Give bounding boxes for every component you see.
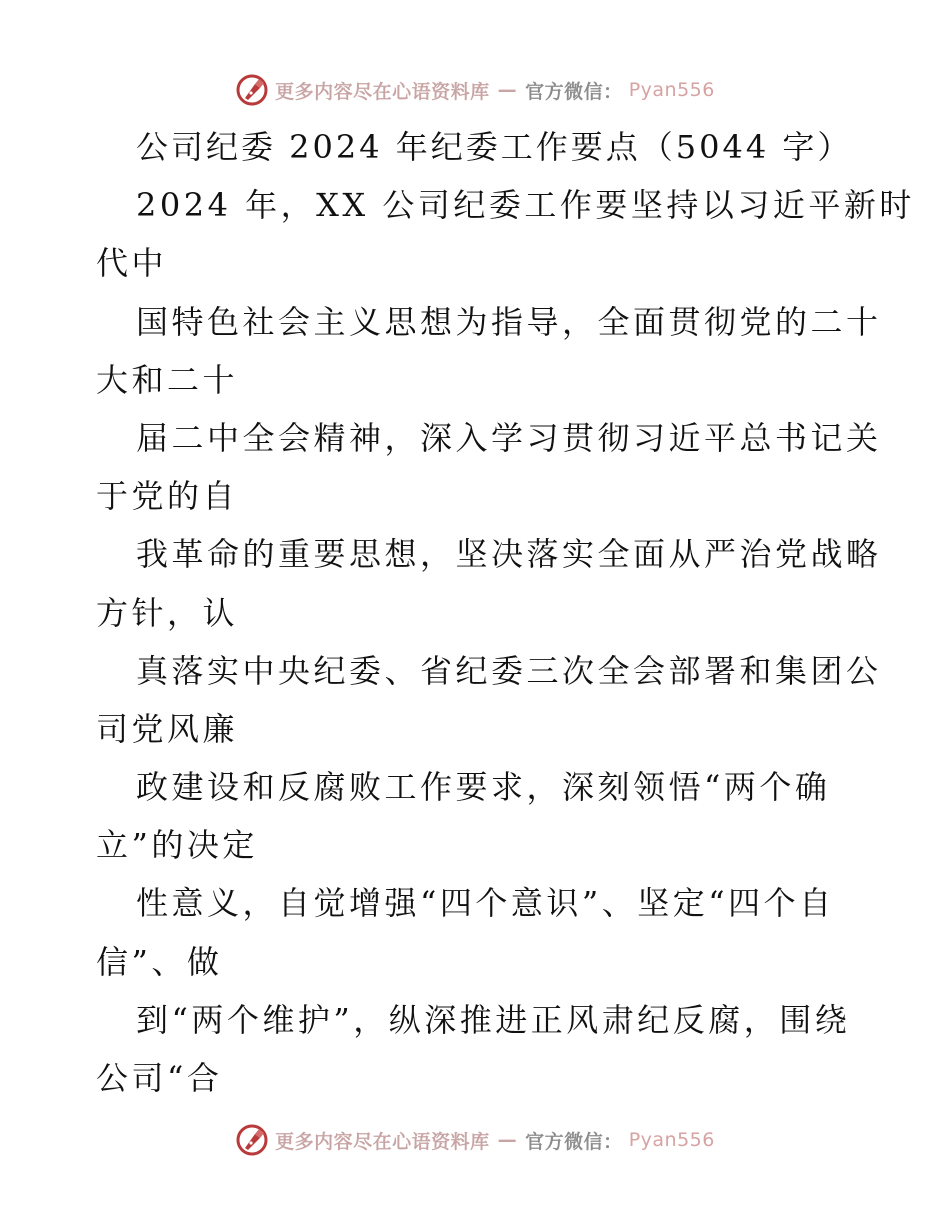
body-line: 政建设和反腐败工作要求，深刻领悟“两个确 xyxy=(136,768,831,807)
watermark-main-text: 更多内容尽在心语资料库 xyxy=(275,80,490,103)
watermark-wechat-handle: Pyan556 xyxy=(628,79,715,101)
body-line: 方针，认 xyxy=(96,593,239,632)
document-body xyxy=(96,118,915,1107)
body-line: 国特色社会主义思想为指导，全面贯彻党的二十 xyxy=(136,302,882,341)
body-line: 立”的决定 xyxy=(96,826,258,865)
watermark-official-label: 官方微信： xyxy=(525,80,623,103)
header-watermark xyxy=(0,70,950,110)
body-line: 信”、做 xyxy=(96,942,223,981)
body-line: 公司“合 xyxy=(96,1059,223,1097)
body-line: 真落实中央纪委、省纪委三次全会部署和集团公 xyxy=(136,651,882,690)
body-line: 司党风廉 xyxy=(96,709,239,748)
body-line: 大和二十 xyxy=(96,360,239,399)
document-title: 公司纪委 2024 年纪委工作要点（5044 字） xyxy=(136,128,853,166)
watermark-dash: — xyxy=(497,79,518,101)
body-line: 2024 年，XX 公司纪委工作要坚持以习近平新时 xyxy=(136,186,915,225)
body-line: 到“两个维护”，纵深推进正风肃纪反腐，围绕 xyxy=(136,1000,851,1039)
watermark-main-text: 更多内容尽在心语资料库 xyxy=(275,1130,490,1153)
body-line: 代中 xyxy=(96,244,168,283)
footer-watermark xyxy=(0,1120,950,1160)
watermark-official-label: 官方微信： xyxy=(525,1130,623,1153)
body-line: 性意义，自觉增强“四个意识”、坚定“四个自 xyxy=(136,884,835,923)
pen-nib-logo-icon xyxy=(235,73,269,107)
body-line: 于党的自 xyxy=(96,477,239,516)
body-line: 我革命的重要思想，坚决落实全面从严治党战略 xyxy=(136,535,882,574)
pen-nib-logo-icon xyxy=(235,1123,269,1157)
watermark-dash: — xyxy=(497,1129,518,1151)
body-line: 届二中全会精神，深入学习贯彻习近平总书记关 xyxy=(136,418,882,457)
watermark-wechat-handle: Pyan556 xyxy=(628,1129,715,1151)
